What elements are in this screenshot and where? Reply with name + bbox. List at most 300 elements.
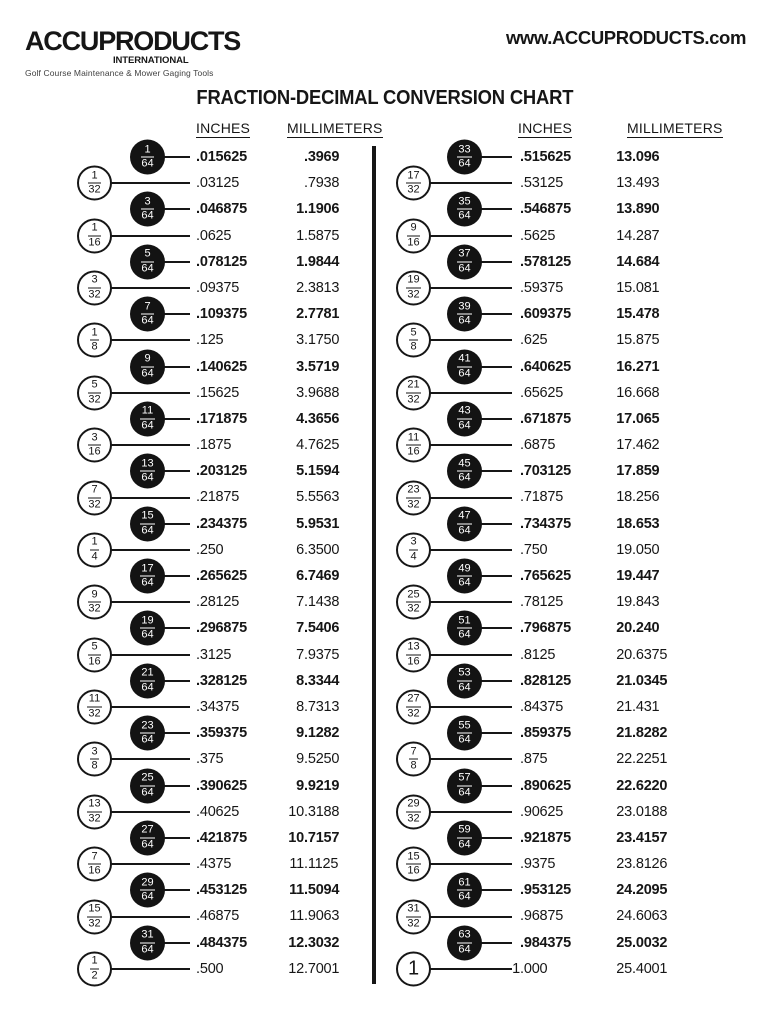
fraction-bubble xyxy=(130,925,165,960)
decimal-part: .3969 xyxy=(304,149,340,165)
fraction-denominator: 64 xyxy=(141,681,154,694)
decimal-part: .050 xyxy=(632,541,660,558)
integer-part: 11 xyxy=(289,856,304,873)
decimal-part: .375 xyxy=(196,751,224,768)
integer-part: 18 xyxy=(616,515,632,532)
fraction xyxy=(140,511,155,537)
fraction-numerator: 25 xyxy=(140,773,155,787)
inches-value xyxy=(512,196,571,222)
millimeters-value xyxy=(616,720,667,746)
fraction-denominator: 64 xyxy=(141,419,154,432)
millimeters-value xyxy=(616,773,667,799)
fraction-denominator: 64 xyxy=(141,628,154,641)
fraction-bubble xyxy=(130,140,165,175)
connector-line xyxy=(427,706,512,708)
fraction-bubble xyxy=(447,140,482,175)
millimeters-value xyxy=(616,668,667,694)
fraction-denominator: 64 xyxy=(458,786,471,799)
decimal-part: .6875 xyxy=(520,437,556,454)
inches-value xyxy=(512,720,571,746)
integer-part: 1 xyxy=(296,227,304,244)
decimal-part: .453125 xyxy=(196,882,248,899)
decimal-part: .4375 xyxy=(196,856,232,873)
decimal-part: .431 xyxy=(632,698,660,715)
decimal-part: .1875 xyxy=(196,437,232,454)
connector-line xyxy=(108,863,190,865)
fraction-numerator: 55 xyxy=(457,720,472,734)
connector-line xyxy=(427,968,512,970)
decimal-part: .421875 xyxy=(196,829,248,846)
fraction-denominator: 64 xyxy=(458,576,471,589)
integer-part: 12 xyxy=(288,934,304,951)
integer-part: 21 xyxy=(616,698,632,715)
fraction-numerator: 51 xyxy=(457,615,472,629)
integer-part: 12 xyxy=(288,960,304,977)
fraction xyxy=(140,930,155,956)
millimeters-value xyxy=(616,642,667,668)
integer-part: 13 xyxy=(616,201,632,218)
decimal-part: .828125 xyxy=(520,672,572,689)
fraction-denominator: 32 xyxy=(88,707,101,720)
fraction xyxy=(457,406,472,432)
conversion-row xyxy=(0,773,770,799)
millimeters-value xyxy=(616,615,659,641)
brand-logo xyxy=(25,28,240,77)
integer-part: 11 xyxy=(289,908,304,925)
fraction xyxy=(88,380,100,406)
fraction xyxy=(140,615,155,641)
fraction-bubble xyxy=(130,244,165,279)
fraction-numerator: 27 xyxy=(140,825,155,839)
fraction xyxy=(141,144,153,170)
decimal-part: .3500 xyxy=(304,541,340,558)
integer-part: 17 xyxy=(616,410,632,427)
connector-line xyxy=(477,418,512,420)
fraction-numerator: 3 xyxy=(141,196,153,210)
fraction-denominator: 64 xyxy=(141,524,154,537)
millimeters-value xyxy=(616,956,667,982)
inches-value xyxy=(512,825,571,851)
fraction-numerator: 49 xyxy=(457,563,472,577)
fraction xyxy=(88,223,100,249)
fraction-denominator: 16 xyxy=(407,655,420,668)
integer-part: 24 xyxy=(616,908,632,925)
fraction-denominator: 64 xyxy=(141,733,154,746)
decimal-part: .240 xyxy=(632,620,660,637)
fraction-denominator: 32 xyxy=(88,288,101,301)
integer-part: 7 xyxy=(296,646,304,663)
integer-part: 20 xyxy=(616,620,632,637)
fraction xyxy=(90,746,99,772)
fraction-bubble xyxy=(396,428,431,463)
fraction xyxy=(406,170,421,196)
fraction xyxy=(88,484,100,510)
fraction-bubble xyxy=(77,532,112,567)
integer-part: 5 xyxy=(296,463,304,480)
decimal-part: .578125 xyxy=(520,253,572,270)
integer-part: 18 xyxy=(616,489,632,506)
integer-part: 21 xyxy=(616,672,632,689)
inches-value xyxy=(512,877,571,903)
fraction-numerator: 15 xyxy=(87,903,102,917)
millimeters-value xyxy=(616,511,659,537)
decimal-part: .1594 xyxy=(304,463,340,480)
fraction-denominator: 64 xyxy=(458,262,471,275)
fraction-bubble xyxy=(77,742,112,777)
decimal-part: .9688 xyxy=(304,384,340,401)
fraction-denominator: 32 xyxy=(407,183,420,196)
decimal-part: .8282 xyxy=(632,725,668,742)
fraction-bubble xyxy=(77,166,112,201)
decimal-part: .0188 xyxy=(632,803,668,820)
fraction-bubble xyxy=(130,192,165,227)
millimeters-value xyxy=(616,380,659,406)
connector-line xyxy=(477,261,512,263)
connector-line xyxy=(427,863,512,865)
decimal-part: .546875 xyxy=(520,201,572,218)
inches-value xyxy=(512,327,547,353)
decimal-part: .3032 xyxy=(304,934,340,951)
decimal-part: .5094 xyxy=(304,882,340,899)
decimal-part: .328125 xyxy=(196,672,248,689)
decimal-part: .46875 xyxy=(196,908,240,925)
decimal-part: .171875 xyxy=(196,410,248,427)
decimal-part: .478 xyxy=(632,306,660,323)
connector-line xyxy=(477,785,512,787)
fraction xyxy=(457,615,472,641)
fraction-denominator: 64 xyxy=(141,262,154,275)
fraction-denominator: 4 xyxy=(410,550,417,563)
millimeters-value xyxy=(616,589,659,615)
fraction-numerator: 3 xyxy=(409,537,418,551)
fraction-numerator: 3 xyxy=(88,432,100,446)
decimal-part: .5250 xyxy=(304,751,340,768)
fraction xyxy=(406,903,421,929)
fraction-bubble xyxy=(130,611,165,646)
fraction-denominator: 32 xyxy=(88,812,101,825)
fraction-bubble xyxy=(77,271,112,306)
decimal-part: .256 xyxy=(632,489,660,506)
conversion-row xyxy=(0,825,770,851)
fraction-bubble xyxy=(396,323,431,358)
integer-part: 22 xyxy=(616,777,632,794)
inches-value xyxy=(512,642,555,668)
decimal-part: .7157 xyxy=(304,829,340,846)
fraction-numerator: 5 xyxy=(88,642,100,656)
decimal-part: .447 xyxy=(632,568,660,584)
fraction xyxy=(457,773,472,799)
millimeters-value xyxy=(616,223,659,249)
integer-part: 9 xyxy=(296,777,304,794)
fraction-denominator: 64 xyxy=(141,157,154,170)
whole-number: 1 xyxy=(407,957,420,980)
conversion-column-right xyxy=(0,144,770,982)
fraction-numerator: 9 xyxy=(88,589,100,603)
millimeters-value xyxy=(616,694,659,720)
integer-part: 4 xyxy=(296,410,304,427)
millimeters-value xyxy=(616,458,659,484)
decimal-part: .109375 xyxy=(196,306,248,323)
fraction-numerator: 11 xyxy=(87,694,101,708)
fraction-denominator: 2 xyxy=(91,969,98,982)
fraction-numerator: 9 xyxy=(141,354,153,368)
fraction-numerator: 23 xyxy=(406,484,421,498)
integer-part: 10 xyxy=(288,829,304,846)
inches-value xyxy=(512,354,571,380)
connector-line xyxy=(427,758,512,760)
conversion-row xyxy=(0,877,770,903)
fraction-bubble xyxy=(447,873,482,908)
fraction-denominator: 32 xyxy=(407,812,420,825)
column-header-inches-right: INCHES xyxy=(518,121,572,138)
fraction-bubble xyxy=(447,820,482,855)
fraction xyxy=(140,458,155,484)
inches-value xyxy=(512,432,555,458)
fraction-numerator: 31 xyxy=(140,930,155,944)
decimal-part: .9219 xyxy=(304,777,340,794)
decimal-part: .000 xyxy=(520,960,548,977)
fraction-denominator: 16 xyxy=(88,445,101,458)
fraction-numerator: 53 xyxy=(457,668,472,682)
connector-line xyxy=(477,366,512,368)
fraction xyxy=(457,877,472,903)
fraction xyxy=(90,327,99,353)
decimal-part: .5563 xyxy=(304,489,340,506)
decimal-part: .6220 xyxy=(632,777,668,794)
fraction-numerator: 1 xyxy=(88,170,100,184)
connector-line xyxy=(108,182,190,184)
decimal-part: .765625 xyxy=(520,568,572,584)
fraction xyxy=(457,354,472,380)
inches-value xyxy=(512,799,563,825)
fraction-numerator: 21 xyxy=(140,668,155,682)
inches-value xyxy=(512,406,571,432)
fraction-bubble xyxy=(77,690,112,725)
fraction-denominator: 64 xyxy=(141,890,154,903)
fraction-numerator: 35 xyxy=(457,196,472,210)
fraction-bubble xyxy=(396,271,431,306)
decimal-part: .3188 xyxy=(304,803,340,820)
fraction-bubble xyxy=(130,716,165,751)
conversion-row xyxy=(0,563,770,589)
fraction xyxy=(407,223,419,249)
decimal-part: .9063 xyxy=(304,908,340,925)
fraction-numerator: 23 xyxy=(140,720,155,734)
fraction-numerator: 29 xyxy=(406,799,421,813)
decimal-part: .859375 xyxy=(520,725,572,742)
decimal-part: .9375 xyxy=(304,646,340,663)
fraction-denominator: 32 xyxy=(407,917,420,930)
fraction-numerator: 1 xyxy=(90,537,99,551)
fraction xyxy=(87,694,101,720)
fraction-numerator: 57 xyxy=(457,773,472,787)
fraction-bubble xyxy=(130,768,165,803)
fraction-denominator: 64 xyxy=(458,524,471,537)
integer-part: 13 xyxy=(616,149,632,165)
fraction xyxy=(457,930,472,956)
fraction-bubble xyxy=(130,506,165,541)
decimal-part: .140625 xyxy=(196,358,248,375)
millimeters-value xyxy=(616,170,659,196)
integer-part: 11 xyxy=(289,882,304,899)
fraction-bubble xyxy=(77,375,112,410)
integer-part: 1 xyxy=(296,201,304,218)
connector-line xyxy=(477,732,512,734)
decimal-part: .671875 xyxy=(520,410,572,427)
fraction-bubble xyxy=(130,454,165,489)
fraction-bubble xyxy=(447,454,482,489)
fraction-numerator: 15 xyxy=(140,511,155,525)
fraction-bubble xyxy=(447,506,482,541)
fraction xyxy=(409,746,418,772)
connector-line xyxy=(108,968,190,970)
fraction-numerator: 41 xyxy=(457,354,472,368)
decimal-part: .515625 xyxy=(520,149,572,165)
millimeters-value xyxy=(616,825,667,851)
integer-part: 15 xyxy=(616,332,632,349)
decimal-part: .484375 xyxy=(196,934,248,951)
decimal-part: .8125 xyxy=(520,646,556,663)
fraction-bubble xyxy=(77,899,112,934)
fraction xyxy=(140,668,155,694)
fraction-numerator: 63 xyxy=(457,930,472,944)
decimal-part: .2095 xyxy=(632,882,668,899)
fraction-numerator: 29 xyxy=(140,877,155,891)
decimal-part: .3656 xyxy=(304,410,340,427)
decimal-part: .40625 xyxy=(196,803,240,820)
fraction xyxy=(409,537,418,563)
connector-line xyxy=(477,680,512,682)
fraction xyxy=(406,799,421,825)
fraction xyxy=(406,275,421,301)
decimal-part: .65625 xyxy=(520,384,564,401)
fraction-bubble xyxy=(77,794,112,829)
fraction-bubble xyxy=(447,663,482,698)
decimal-part: .684 xyxy=(632,253,660,270)
fraction-numerator: 13 xyxy=(406,642,421,656)
inches-value xyxy=(512,615,571,641)
fraction xyxy=(457,249,472,275)
fraction-numerator: 7 xyxy=(141,301,153,315)
decimal-part: .90625 xyxy=(520,803,564,820)
inches-value xyxy=(512,380,563,406)
fraction-bubble xyxy=(447,401,482,436)
fraction-denominator: 64 xyxy=(141,943,154,956)
decimal-part: .7313 xyxy=(304,698,340,715)
fraction xyxy=(88,642,100,668)
decimal-part: .3813 xyxy=(304,279,340,296)
fraction-numerator: 61 xyxy=(457,877,472,891)
decimal-part: .046875 xyxy=(196,201,248,218)
fraction-numerator: 3 xyxy=(88,275,100,289)
connector-line xyxy=(108,392,190,394)
decimal-part: .875 xyxy=(520,751,548,768)
decimal-part: .0625 xyxy=(196,227,232,244)
connector-line xyxy=(427,182,512,184)
fraction-numerator: 5 xyxy=(88,380,100,394)
millimeters-value xyxy=(616,484,659,510)
integer-part: 15 xyxy=(616,279,632,296)
fraction-numerator: 5 xyxy=(141,249,153,263)
integer-part: 10 xyxy=(288,803,304,820)
connector-line xyxy=(427,339,512,341)
fraction-bubble xyxy=(77,323,112,358)
fraction-denominator: 32 xyxy=(407,288,420,301)
millimeters-value xyxy=(616,799,667,825)
fraction-bubble xyxy=(130,401,165,436)
inches-value xyxy=(512,484,563,510)
fraction-denominator: 64 xyxy=(458,419,471,432)
connector-line xyxy=(427,654,512,656)
connector-line xyxy=(108,811,190,813)
integer-part: 1 xyxy=(512,960,520,977)
decimal-part: .1282 xyxy=(304,725,340,742)
fraction-bubble xyxy=(396,637,431,672)
fraction-numerator: 3 xyxy=(90,746,99,760)
connector-line xyxy=(477,156,512,158)
fraction-bubble xyxy=(396,951,431,986)
integer-part: 6 xyxy=(296,541,304,558)
millimeters-value xyxy=(616,327,659,353)
decimal-part: .5719 xyxy=(304,358,340,375)
conversion-row xyxy=(0,458,770,484)
inches-value xyxy=(512,301,571,327)
integer-part: 20 xyxy=(616,646,632,663)
decimal-part: .53125 xyxy=(520,175,564,192)
millimeters-value xyxy=(616,746,667,772)
fraction-denominator: 64 xyxy=(458,471,471,484)
fraction-numerator: 1 xyxy=(90,327,99,341)
conversion-row xyxy=(0,720,770,746)
connector-line xyxy=(108,706,190,708)
fraction xyxy=(140,406,154,432)
fraction-bubble xyxy=(396,585,431,620)
connector-line xyxy=(477,470,512,472)
column-header-millimeters-right: MILLIMETERS xyxy=(627,121,723,138)
fraction-denominator: 32 xyxy=(407,393,420,406)
fraction xyxy=(409,327,418,353)
fraction xyxy=(406,642,421,668)
fraction xyxy=(406,694,421,720)
decimal-part: .7938 xyxy=(304,175,340,192)
millimeters-value xyxy=(616,877,667,903)
inches-value xyxy=(512,458,571,484)
fraction-bubble xyxy=(130,559,165,594)
decimal-part: .7469 xyxy=(304,568,340,584)
decimal-part: .734375 xyxy=(520,515,572,532)
decimal-part: .09375 xyxy=(196,279,240,296)
fraction-numerator: 1 xyxy=(141,144,153,158)
fraction-numerator: 15 xyxy=(406,851,421,865)
connector-line xyxy=(427,549,512,551)
integer-part: 19 xyxy=(616,568,632,584)
integer-part: 9 xyxy=(296,725,304,742)
decimal-part: .015625 xyxy=(196,149,248,165)
inches-value xyxy=(512,930,571,956)
inches-value xyxy=(512,249,571,275)
fraction-bubble xyxy=(396,847,431,882)
fraction-numerator: 19 xyxy=(406,275,421,289)
conversion-row xyxy=(0,406,770,432)
fraction-denominator: 64 xyxy=(141,209,154,222)
decimal-part: .7781 xyxy=(304,306,340,323)
brand-name: ACCUPRODUCTS xyxy=(25,26,241,56)
conversion-row xyxy=(0,930,770,956)
decimal-part: .065 xyxy=(632,410,660,427)
decimal-part: .59375 xyxy=(520,279,564,296)
fraction xyxy=(457,511,472,537)
fraction-denominator: 64 xyxy=(458,943,471,956)
